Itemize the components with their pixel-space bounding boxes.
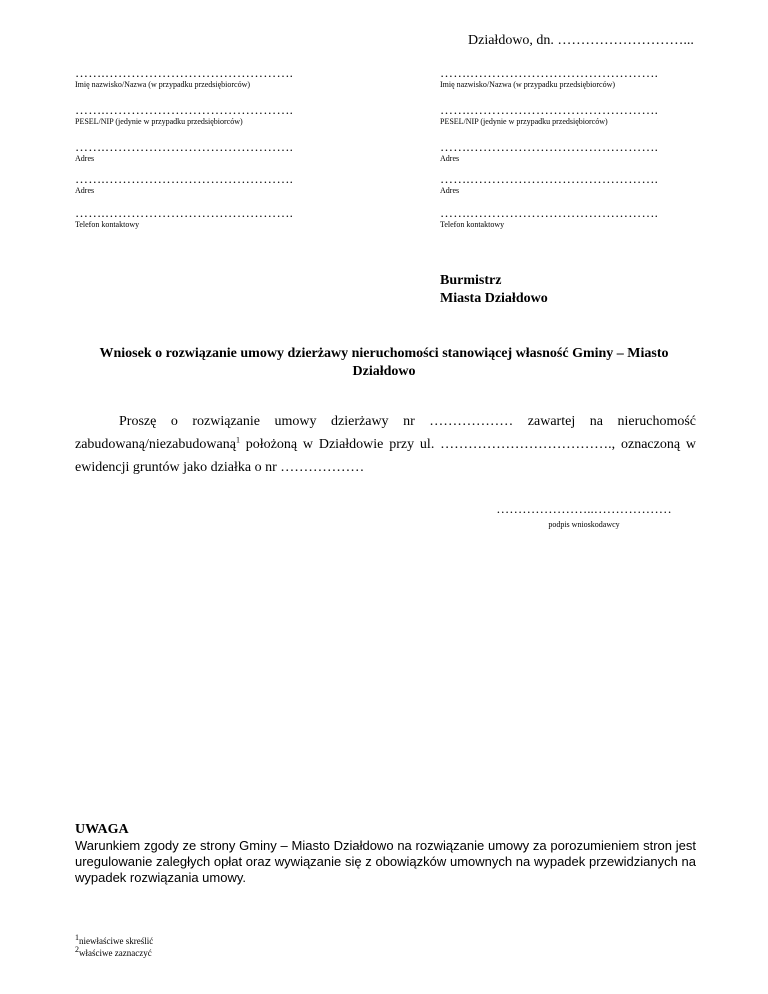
fill-line: …….……………………………………. bbox=[440, 139, 659, 154]
footnote-number: 1 bbox=[75, 933, 79, 942]
field-caption: Adres bbox=[440, 186, 460, 195]
body-text-part-2: położoną w Działdowie przy ul. ………………………………., oznaczoną w ewidencji gruntów jako działka o nr ……………… bbox=[75, 437, 696, 475]
recipient-line-2: Miasta Działdowo bbox=[440, 291, 548, 306]
recipient-line-1: Burmistrz bbox=[440, 273, 502, 288]
footnotes bbox=[75, 935, 153, 959]
fill-line: …….……………………………………. bbox=[440, 65, 659, 80]
field-caption: Imię nazwisko/Nazwa (w przypadku przedsiębiorców) bbox=[75, 80, 251, 89]
fill-line: …….……………………………………. bbox=[440, 171, 659, 186]
fill-line: …….……………………………………. bbox=[75, 139, 294, 154]
document-title: Wniosek o rozwiązanie umowy dzierżawy nieruchomości stanowiącej własność Gminy – Miasto Działdowo bbox=[99, 346, 669, 379]
field-caption: Adres bbox=[75, 186, 95, 195]
left-pesel-field[interactable] bbox=[75, 103, 315, 127]
fill-line: …….……………………………………. bbox=[75, 102, 294, 117]
field-caption: PESEL/NIP (jedynie w przypadku przedsiębiorców) bbox=[440, 117, 608, 126]
right-name-field[interactable] bbox=[440, 66, 680, 90]
left-address-field-2[interactable] bbox=[75, 172, 315, 196]
body-text-part-1: Proszę o rozwiązanie umowy dzierżawy nr ……………… zawartej na nieruchomość zabudowaną/niezabudowaną bbox=[75, 414, 696, 452]
notice-heading: UWAGA bbox=[75, 822, 129, 837]
field-caption: Adres bbox=[75, 154, 95, 163]
fill-line: …….……………………………………. bbox=[440, 205, 659, 220]
fill-line: …….……………………………………. bbox=[440, 102, 659, 117]
footnote-1 bbox=[75, 935, 153, 947]
right-address-field-2[interactable] bbox=[440, 172, 680, 196]
field-caption: Adres bbox=[440, 154, 460, 163]
fill-line: …….……………………………………. bbox=[75, 171, 294, 186]
notice-text: Warunkiem zgody ze strony Gminy – Miasto Działdowo na rozwiązanie umowy za porozumieniem stron jest uregulowanie zaległych opłat oraz wywiązanie się z obowiązków umownych na wypadek przewidzianych na wypadek rozwiązania umowy. bbox=[75, 838, 696, 885]
signature-line: …………………..……………… bbox=[496, 501, 672, 516]
place-date-line: Działdowo, dn. ………………………... bbox=[468, 33, 694, 48]
recipient-block bbox=[440, 272, 548, 308]
left-phone-field[interactable] bbox=[75, 206, 315, 230]
field-caption: PESEL/NIP (jedynie w przypadku przedsiębiorców) bbox=[75, 117, 243, 126]
right-phone-field[interactable] bbox=[440, 206, 680, 230]
fill-line: …….……………………………………. bbox=[75, 205, 294, 220]
signature-block[interactable] bbox=[484, 501, 684, 529]
footnote-ref: 1 bbox=[235, 435, 240, 445]
request-body bbox=[75, 410, 696, 479]
footnote-text: niewłaściwe skreślić bbox=[79, 936, 154, 946]
right-address-field-1[interactable] bbox=[440, 140, 680, 164]
field-caption: Imię nazwisko/Nazwa (w przypadku przedsiębiorców) bbox=[440, 80, 616, 89]
left-name-field[interactable] bbox=[75, 66, 315, 90]
footnote-2 bbox=[75, 947, 153, 959]
footnote-text: właściwe zaznaczyć bbox=[79, 948, 152, 958]
notice-block bbox=[75, 822, 696, 886]
fill-line: …….……………………………………. bbox=[75, 65, 294, 80]
signature-caption: podpis wnioskodawcy bbox=[548, 520, 620, 529]
left-address-field-1[interactable] bbox=[75, 140, 315, 164]
field-caption: Telefon kontaktowy bbox=[440, 220, 505, 229]
footnote-number: 2 bbox=[75, 945, 79, 954]
field-caption: Telefon kontaktowy bbox=[75, 220, 140, 229]
right-pesel-field[interactable] bbox=[440, 103, 680, 127]
